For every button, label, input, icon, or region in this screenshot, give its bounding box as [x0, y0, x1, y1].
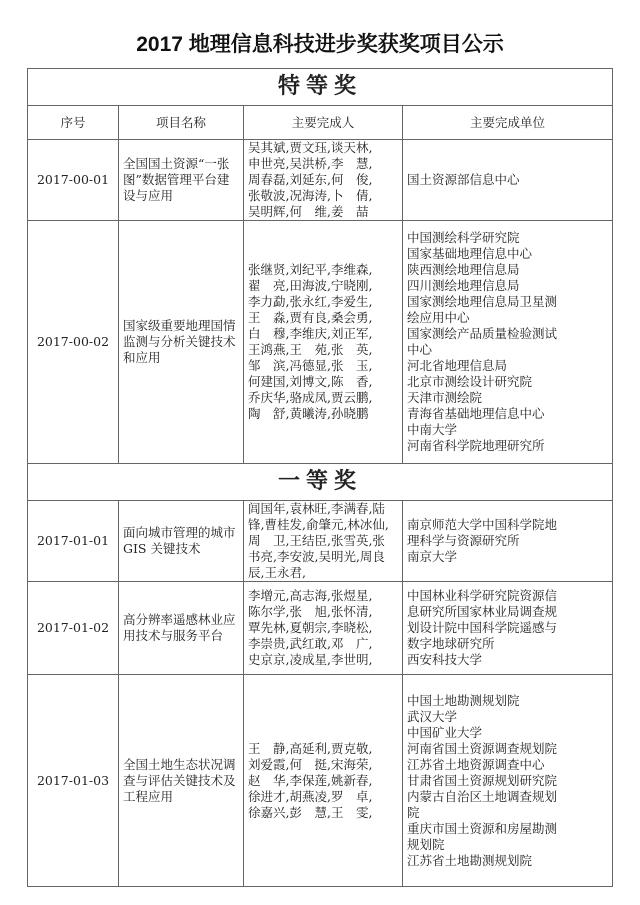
- text-line: 理科学与资源研究所: [407, 533, 520, 548]
- text-line: 邹 滨,冯德显,张 玉,: [248, 358, 373, 373]
- project-name: [119, 501, 244, 582]
- text-line: 徐进才,胡燕凌,罗 卓,: [248, 788, 373, 804]
- main-people: [244, 675, 403, 887]
- text-line: 辰,王永君,: [248, 565, 306, 580]
- text-line: 闾国年,袁林旺,李满春,陆: [248, 501, 385, 516]
- award-table: [27, 68, 613, 887]
- text-line: 张继贤,刘纪平,李维森,: [248, 262, 373, 277]
- section-title: 特等奖: [28, 69, 613, 106]
- text-line: 全国国土资源“一张: [123, 156, 230, 171]
- text-line: 重庆市国土资源和房屋勘测: [407, 820, 558, 836]
- text-line: 中国林业科学研究院资源信: [407, 588, 558, 603]
- text-line: 西安科技大学: [407, 652, 483, 667]
- text-line: 陕西测绘地理信息局: [407, 262, 520, 277]
- text-line: 图”数据管理平台建: [123, 172, 230, 187]
- text-line: 何建国,刘博文,陈 香,: [248, 374, 373, 389]
- text-line: 乔庆华,骆成凤,贾云鹏,: [248, 390, 373, 405]
- text-line: 中心: [407, 342, 433, 357]
- section-title: 一等奖: [28, 464, 613, 501]
- text-line: 李崇贵,武红敢,邓 广,: [248, 636, 373, 651]
- text-line: 南京大学: [407, 549, 458, 564]
- text-line: 申世亮,吴洪桥,李 慧,: [248, 156, 373, 171]
- text-line: 江苏省土地勘测规划院: [407, 852, 533, 868]
- main-units: [403, 140, 613, 221]
- main-units: [403, 501, 613, 582]
- text-line: 张敬波,况海涛,卜 倩,: [248, 188, 373, 203]
- project-id: 2017-00-01: [28, 140, 119, 221]
- text-line: 工程应用: [123, 788, 174, 804]
- text-line: 规划院: [407, 836, 445, 852]
- text-line: 甘肃省国土资源规划研究院: [407, 772, 558, 788]
- main-people: [244, 582, 403, 675]
- column-header: 主要完成人: [244, 106, 403, 140]
- text-line: 翟 亮,田海波,宁晓刚,: [248, 278, 373, 293]
- text-line: 国家测绘地理信息局卫星测: [407, 294, 558, 309]
- text-line: 江苏省土地资源调查中心: [407, 756, 545, 772]
- header-row: [28, 106, 613, 140]
- text-line: 陶 舒,黄曦涛,孙晓鹏: [248, 406, 369, 421]
- column-header: 项目名称: [119, 106, 244, 140]
- project-id: 2017-01-01: [28, 501, 119, 582]
- text-line: 史京京,凌成星,李世明,: [248, 652, 373, 667]
- main-units: [403, 221, 613, 464]
- main-people: [244, 140, 403, 221]
- text-line: 周 卫,王结臣,张雪英,张: [248, 533, 385, 548]
- text-line: 划设计院中国科学院遥感与: [407, 620, 558, 635]
- text-line: 王 静,高延利,贾克敬,: [248, 740, 373, 756]
- text-line: 设与应用: [123, 188, 174, 203]
- table-row: [28, 140, 613, 221]
- text-line: 中南大学: [407, 422, 458, 437]
- text-line: 吴其斌,贾文珏,谈天林,: [248, 140, 373, 155]
- text-line: 天津市测绘院: [407, 390, 483, 405]
- text-line: 河南省国土资源调查规划院: [407, 740, 558, 756]
- table-row: [28, 675, 613, 887]
- section-row: [28, 69, 613, 106]
- text-line: 武汉大学: [407, 708, 458, 724]
- text-line: 和应用: [123, 350, 161, 365]
- text-line: 面向城市管理的城市: [123, 525, 236, 540]
- text-line: 中国测绘科学研究院: [407, 230, 520, 245]
- column-header: 序号: [28, 106, 119, 140]
- text-line: 中国矿业大学: [407, 724, 483, 740]
- project-name: [119, 221, 244, 464]
- text-line: 周春磊,刘延东,何 俊,: [248, 172, 373, 187]
- text-line: 四川测绘地理信息局: [407, 278, 520, 293]
- main-people: [244, 221, 403, 464]
- text-line: 中国土地勘测规划院: [407, 692, 520, 708]
- project-id: 2017-01-03: [28, 675, 119, 887]
- text-line: 徐嘉兴,彭 慧,王 雯,: [248, 804, 373, 820]
- text-line: 绘应用中心: [407, 310, 470, 325]
- text-line: 国土资源部信息中心: [407, 172, 520, 187]
- text-line: 用技术与服务平台: [123, 628, 224, 643]
- text-line: 查与评估关键技术及: [123, 772, 236, 788]
- text-line: 南京师范大学中国科学院地: [407, 517, 558, 532]
- text-line: 国家级重要地理国情: [123, 318, 236, 333]
- text-line: GIS 关键技术: [123, 541, 201, 556]
- project-name: [119, 140, 244, 221]
- text-line: 青海省基础地理信息中心: [407, 406, 545, 421]
- main-units: [403, 582, 613, 675]
- page-title: 2017 地理信息科技进步奖获奖项目公示: [136, 33, 504, 56]
- table-row: [28, 221, 613, 464]
- text-line: 监测与分析关键技术: [123, 334, 236, 349]
- main-units: [403, 675, 613, 887]
- text-line: 全国土地生态状况调: [123, 756, 236, 772]
- text-line: 书亮,李安波,吴明光,周良: [248, 549, 385, 564]
- text-line: 高分辨率遥感林业应: [123, 612, 236, 627]
- text-line: 锋,曹桂发,俞肇元,林冰仙,: [248, 517, 389, 532]
- text-line: 白 穆,李维庆,刘正军,: [248, 326, 373, 341]
- text-line: 赵 华,李保莲,姚新春,: [248, 772, 373, 788]
- table-row: [28, 501, 613, 582]
- text-line: 覃先林,夏朝宗,李晓松,: [248, 620, 373, 635]
- text-line: 李增元,高志海,张煜星,: [248, 588, 373, 603]
- text-line: 王 淼,贾有良,桑会勇,: [248, 310, 373, 325]
- section-row: [28, 464, 613, 501]
- text-line: 王鸿燕,王 苑,张 英,: [248, 342, 373, 357]
- column-header: 主要完成单位: [403, 106, 613, 140]
- project-id: 2017-01-02: [28, 582, 119, 675]
- text-line: 河北省地理信息局: [407, 358, 508, 373]
- text-line: 李力勐,张永红,李爱生,: [248, 294, 373, 309]
- main-people: [244, 501, 403, 582]
- text-line: 内蒙古自治区土地调查规划: [407, 788, 558, 804]
- project-name: [119, 675, 244, 887]
- text-line: 吴明辉,何 维,姜 喆: [248, 204, 369, 219]
- text-line: 国家测绘产品质量检验测试: [407, 326, 558, 341]
- text-line: 河南省科学院地理研究所: [407, 438, 545, 453]
- project-id: 2017-00-02: [28, 221, 119, 464]
- text-line: 国家基础地理信息中心: [407, 246, 533, 261]
- text-line: 息研究所国家林业局调查规: [407, 604, 558, 619]
- text-line: 院: [407, 804, 420, 820]
- project-name: [119, 582, 244, 675]
- text-line: 刘爱霞,何 挺,宋海荣,: [248, 756, 373, 772]
- table-row: [28, 582, 613, 675]
- text-line: 数字地球研究所: [407, 636, 495, 651]
- text-line: 陈尔学,张 旭,张怀清,: [248, 604, 373, 619]
- text-line: 北京市测绘设计研究院: [407, 374, 533, 389]
